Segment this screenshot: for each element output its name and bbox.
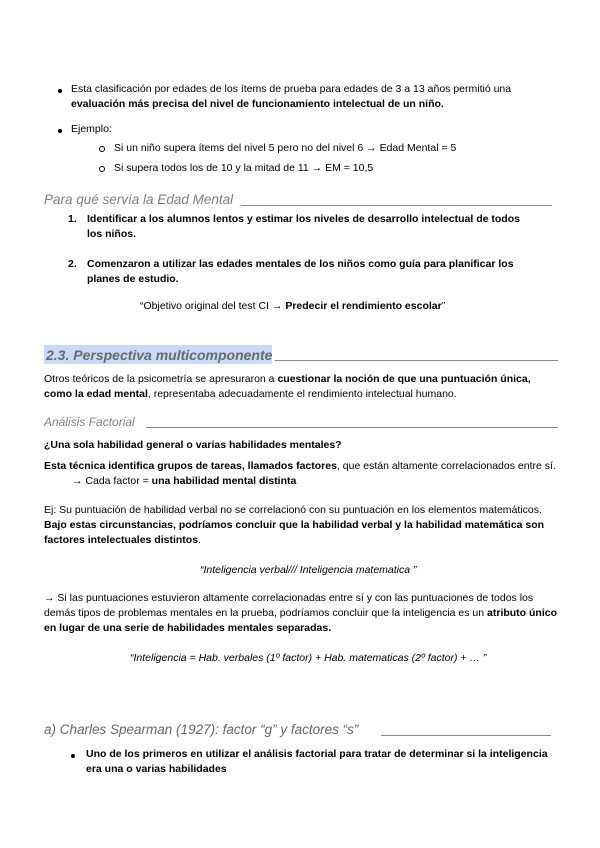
p23-d: , representaba adecuadamente el rendimiento intelectual humano. [147,388,457,400]
arrow-p-line2-b: atributo único [487,607,558,619]
arrow-p-line2-a: demás tipos de problemas mentales en la prueba, podríamos concluir que la inteligencia es un [44,607,488,619]
ej-bold-line2-end: . [198,534,201,546]
arrow-p-line3: en lugar de una serie de habilidades mentales separadas. [44,622,332,634]
paragraph-2-3 [44,372,564,402]
intro-sub-1: Si un niño supera ítems del nivel 5 pero no del nivel 6 → Edad Mental = 5 [114,142,457,154]
intro-bullet-1 [71,82,571,112]
p23-c: como la edad mental [44,388,148,400]
heading-spearman: a) Charles Spearman (1927): factor “g” y factores “s” [44,722,359,737]
heading-underline [241,205,552,206]
spearman-bullet [86,747,586,777]
edad-item-2-line2: planes de estudio. [87,273,179,285]
list-number-2: 2. [68,258,77,270]
bullet-dot [71,754,75,758]
ej-bold-line1: Bajo estas circunstancias, podríamos concluir que la habilidad verbal y la habilidad matemática son [44,519,545,531]
factorial-p-b: , que están altamente correlacionados entre sí. [336,460,556,472]
intro-bullet-1-text: Esta clasificación por edades de los ítems de prueba para edades de 3 a 13 años permitió una [71,83,512,95]
quote-inteligencia-2: “Inteligencia = Hab. verbales (1º factor) + Hab. matematicas (2º factor) + … ” [130,652,487,664]
factorial-arrow-a: → Cada factor = [72,475,152,487]
factorial-arrow-line [72,474,296,489]
objetivo-quote-end: ” [441,300,446,312]
spearman-bullet-line1: Uno de los primeros en utilizar el análisis factorial para tratar de determinar si la inteligencia [86,748,548,760]
objetivo-quote-text: “Objetivo original del test CI → [140,300,286,312]
arrow-p-line1: → Si las puntuaciones estuvieron altamente correlacionadas entre sí y con las puntuaciones de todos los [44,592,534,604]
intro-bullet-2: Ejemplo: [71,123,112,135]
bullet-dot [58,89,62,93]
edad-item-1-line2: los niños. [87,228,137,240]
heading-underline [381,735,551,736]
factorial-question: ¿Una sola habilidad general o varias habilidades mentales? [44,439,342,451]
heading-underline [146,427,558,428]
intro-sub-2: Si supera todos los de 10 y la mitad de 11 → EM = 10,5 [114,162,374,174]
bullet-dot [58,129,62,133]
factorial-arrow-b: una habilidad mental distinta [151,475,297,487]
intro-bullet-1-bold: evaluación más precisa del nivel de funcionamiento intelectual de un niño. [71,98,444,110]
sub-bullet-circle [99,166,105,172]
heading-2-3: 2.3. Perspectiva multicomponente [46,347,273,363]
factorial-p-a: Esta técnica identifica grupos de tareas, llamados factores [44,460,337,472]
ej-line: Ej: Su puntuación de habilidad verbal no se correlacionó con su puntuación en los elementos matemáticos. [44,504,542,516]
spearman-bullet-line2: era una o varias habilidades [86,763,227,775]
p23-b: cuestionar la noción de que una puntuación única, [277,373,531,385]
p23-a: Otros teóricos de la psicometría se apresuraron a [44,373,278,385]
list-number-1: 1. [68,213,77,225]
edad-item-2-line1: Comenzaron a utilizar las edades mentales de los niños como guía para planificar los [87,258,514,270]
ej-paragraph [44,503,584,548]
factorial-paragraph [44,459,574,474]
heading-edad-mental: Para qué servía la Edad Mental [44,192,234,207]
arrow-paragraph [44,591,584,636]
ej-bold-line2: factores intelectuales distintos [44,534,199,546]
sub-bullet-circle [99,146,105,152]
edad-item-1-line1: Identificar a los alumnos lentos y estimar los niveles de desarrollo intelectual de todos [87,213,520,225]
objetivo-quote-bold: Predecir el rendimiento escolar [285,300,442,312]
edad-item-2 [87,257,567,287]
heading-underline [275,360,558,361]
objetivo-quote [140,299,445,314]
edad-item-1 [87,212,567,242]
quote-inteligencia-1: “Inteligencia verbal/// Inteligencia matematica ” [200,564,417,576]
heading-analisis-factorial: Análisis Factorial [44,415,135,429]
